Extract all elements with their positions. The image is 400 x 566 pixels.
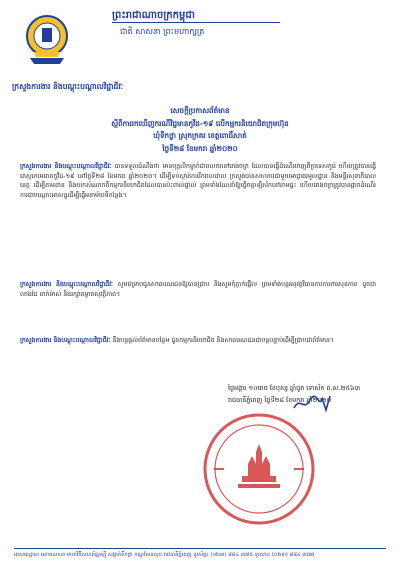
- paragraph-text: សូមជម្រាបជូនសាធារណជនឱ្យបានជ្រាប និងសូមកុំភ្ញាក់ផ្អើល ព្រមទាំងបន្តអនុវត្តវិធានការការពារសុខភាព ដូចជាលាងដៃ ពាក់ម៉ាស់ និងរក្សាគម្លាតសុវត្ថិភាព។: [20, 281, 376, 298]
- lunar-date: ថ្ងៃអង្គារ ១០រោច ខែបុស្ស ឆ្នាំជូត ទោស័ក ព.ស.២៥៦៣: [228, 384, 361, 392]
- paragraph-lead: ក្រសួងការងារ និងបណ្តុះបណ្តាលវិជ្ជាជីវៈ: [20, 163, 112, 170]
- official-stamp: [200, 410, 318, 528]
- footer-address: អាសយដ្ឋាន៖ អគារលេខ៣ មហាវិថីសហព័ន្ធរុស្ស៊ី សង្កាត់ទឹកថ្លា ខណ្ឌសែនសុខ រាជធានីភ្នំពេញ ទូរស័ព្ទ៖ (០២៣) ៨៨៤ ៣៧៥ ទូរសារ៖ (០២៣) ៨៨៤ ៣៧៥: [14, 552, 315, 558]
- paragraph-text: នឹងបន្តផ្តល់ព័ត៌មានបន្ថែម ជូនកម្មករនិយោជិត និងសាធារណជនជាបន្តបន្ទាប់ដើម្បីជ្រាបជាព័ត៌មាន។: [110, 337, 334, 344]
- heading-divider: [112, 22, 280, 23]
- ministry-logo: [24, 14, 70, 66]
- document-date: ថ្ងៃទី២៨ ខែមករា ឆ្នាំ២០២០: [162, 144, 238, 153]
- body-paragraph-1: [20, 162, 376, 278]
- national-motto: ជាតិ សាសនា ព្រះមហាក្សត្រ: [120, 27, 205, 36]
- paragraph-text: បានទទួលដំណឹងថា មានបុគ្គលិកម្នាក់ជាពលករនៅរោងចក្រ ដែលបានធ្វើដំណើរចេញពីប្រទេសកូរ៉េ ហើយត្រូវបានធ្វើតេស្តរកមេរោគកូវីដ-១៩ នៅថ្ងៃទី២៨ ខែមករា ឆ្នាំ២០២០។ ដើម្បីទប់ស្កាត់ការរីករាលដាល ក្រសួងបានសហការជាមួយអាជ្ញាធរមូលដ្ឋាន និងមន្ទីរសុខាភិបាលខេត្ត ដើម្បីតាមដាន និងយកសំណាកពីកម្មករនិយោជិតដែលបានប៉ះពាល់ផ្ទាល់ ព្រមទាំងណែនាំឱ្យធ្វើចត្តាឡីស័កនៅតាមផ្ទះ ហើយរោងចក្រត្រូវបានផ្អាកដំណើរការជាបណ្តោះអាសន្នដើម្បីធ្វើអនាម័យទីកន្លែង។: [20, 163, 377, 199]
- ministry-stamp-icon: [200, 410, 318, 528]
- solar-date: រាជធានីភ្នំពេញ ថ្ងៃទី២៨ ខែមករា ឆ្នាំ២០២០: [228, 396, 332, 404]
- footer-divider: [14, 548, 386, 549]
- document-title: សេចក្តីប្រកាសព័ត៌មាន: [170, 106, 230, 115]
- paragraph-lead: ក្រសួងការងារ និងបណ្តុះបណ្តាលវិជ្ជាជីវៈ: [20, 281, 114, 288]
- kingdom-heading: ព្រះរាជាណាចក្រកម្ពុជា: [112, 10, 195, 21]
- document-location: ឃុំទឹកថ្លា ស្រុកក្រគរ ខេត្តពោធិ៍សាត់: [153, 131, 247, 140]
- document-subject: ស្តីពីការរកឃើញករណីវិជ្ជមានកូវីដ-១៩ លើកម្មករនិយោជិតក្រុមហ៊ុន: [111, 119, 289, 128]
- body-paragraph-2: [20, 280, 376, 334]
- paragraph-lead: ក្រសួងការងារ និងបណ្តុះបណ្តាលវិជ្ជាជីវៈ: [20, 337, 111, 344]
- ministry-name: ក្រសួងការងារ និងបណ្តុះបណ្តាលវិជ្ជាជីវៈ: [12, 82, 124, 91]
- ministry-emblem-icon: [24, 14, 70, 66]
- body-paragraph-3: [20, 336, 376, 376]
